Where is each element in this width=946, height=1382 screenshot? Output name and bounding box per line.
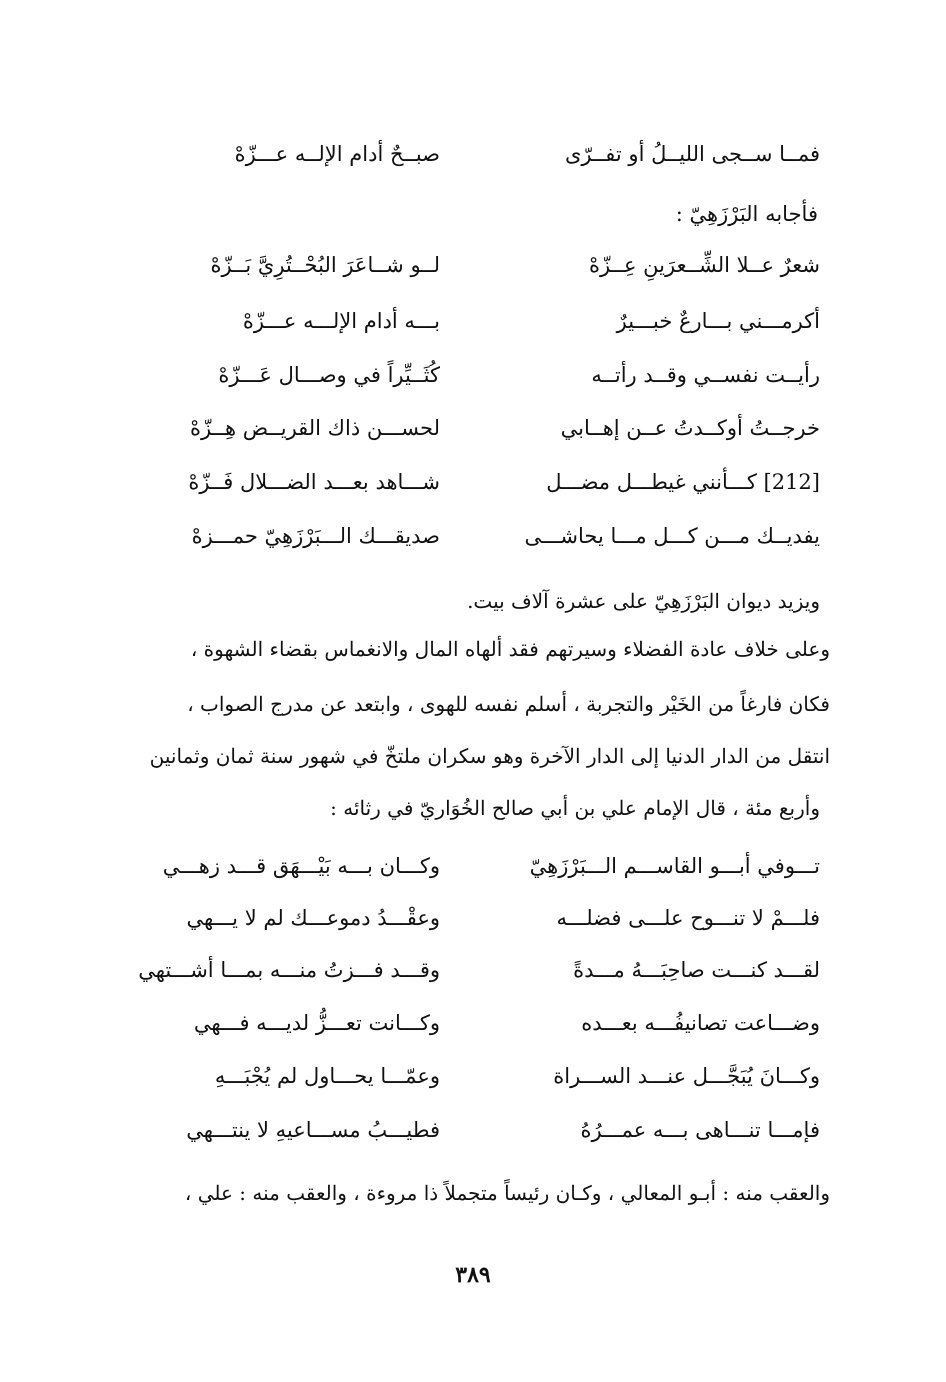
verse-second-hemistich: بـــه أدام الإلـــه عـــزّهْ [242,309,440,333]
reply-heading: فأجابه البَرْزَهِيّ : [675,202,818,226]
prose-line: انتقل من الدار الدنيا إلى الدار الآخرة وهو سكران ملتخّ في شهور سنة ثمان وثمانين [149,744,830,768]
poem1-verse [140,516,820,556]
poem2-verse [140,1110,820,1150]
poem1-verse [140,408,820,448]
prose-line: ويزيد ديوان البَرْزَهِيّ على عشرة آلاف بيت. [467,589,820,613]
poem1-verse [140,301,820,341]
poem2-verse [140,1003,820,1043]
verse-second-hemistich: وعمّـــا يحـــاول لم يُجْبَـــهِ [214,1064,440,1088]
verse-first-hemistich: فمــا ســجى الليــلُ أو تفــرّى [564,142,820,166]
verse-first-hemistich: فإمـــا تنـــاهى بـــه عمـــرُهُ [580,1118,820,1142]
opening-verse [140,134,820,174]
verse-second-hemistich: وعقْـــدُ دموعـــك لم لا يـــهي [186,906,440,930]
poem2-verse [140,898,820,938]
poem1-verse [140,355,820,395]
verse-second-hemistich: وكـــانت تعـــزُّ لديـــه فـــهي [193,1011,440,1035]
verse-second-hemistich: وقـــد فـــزتُ منـــه بمـــا أشـــتهي [138,958,440,982]
poem1-verse [140,462,820,502]
verse-second-hemistich: شـــاهد بعـــد الضـــلال فَــزّهْ [188,470,440,494]
prose-line: وعلى خلاف عادة الفضلاء وسيرتهم فقد ألهاه المال والانغماس بقضاء الشهوة ، [190,637,830,661]
poem2-verse [140,1056,820,1096]
closing-line: والعقب منه : أبـو المعالي ، وكـان رئيساً متجملاً ذا مروءة ، والعقب منه : علي ، [184,1181,830,1205]
verse-second-hemistich: لــو شــاعَرَ البُحْــتُرِيَّ بَــزّهْ [210,253,440,277]
verse-second-hemistich: وكـــان بـــه بَيْـــهَق قـــد زهـــي [162,854,440,878]
verse-second-hemistich: لحســـن ذاك القريــض هِــزّهْ [190,416,440,440]
verse-first-hemistich: [212] كـــأنني غيطـــل مضـــل [546,470,820,494]
poem1-verse [140,245,820,285]
verse-first-hemistich: تـــوفي أبـــو القاســـم الـــبَرْزَهِيّ [529,854,820,878]
page-number: ٣٨٩ [455,1262,491,1288]
verse-first-hemistich: فلـــمْ لا تنـــوح علـــى فضلـــه [556,906,820,930]
verse-first-hemistich: يفديــك مـــن كـــل مـــا يحاشـــى [524,524,820,548]
verse-second-hemistich: صبــحٌ أدام الإلــه عـــزّهْ [234,142,440,166]
verse-first-hemistich: أكرمـــني بـــارعٌ خبـــيرٌ [616,309,820,333]
verse-first-hemistich: رأيــت نفســي وقــد رأتــه [591,363,820,387]
poem2-verse [140,846,820,886]
verse-first-hemistich: لقـــد كنـــت صاحِبَـــهُ مـــدةً [573,958,820,982]
verse-first-hemistich: شعرٌ عــلا الشِّــعرَينِ عِــزّهْ [589,253,820,277]
verse-first-hemistich: خرجــتُ أوكــدتُ عــن إهــابي [560,416,820,440]
poem2-verse [140,950,820,990]
verse-second-hemistich: فطيـــبُ مســـاعيهِ لا ينتـــهي [186,1118,440,1142]
verse-first-hemistich: وكـــانَ يُبَجَّـــل عنـــد الســـراة [553,1064,820,1088]
verse-first-hemistich: وضـــاعت تصانيفُـــه بعـــده [581,1011,820,1035]
prose-line: فكان فارغاً من الخَيْر والتجربة ، أسلم نفسه للهوى ، وابتعد عن مدرج الصواب ، [187,692,830,716]
verse-second-hemistich: صديقـــك الـــبَرْزَهِيّ حمـــزهْ [191,524,440,548]
verse-second-hemistich: كُثَــيِّراً في وصـــال عَـــزّهْ [218,363,440,387]
prose-line: وأربع مئة ، قال الإمام علي بن أبي صالح الخُوَاريّ في رثائه : [330,796,820,820]
